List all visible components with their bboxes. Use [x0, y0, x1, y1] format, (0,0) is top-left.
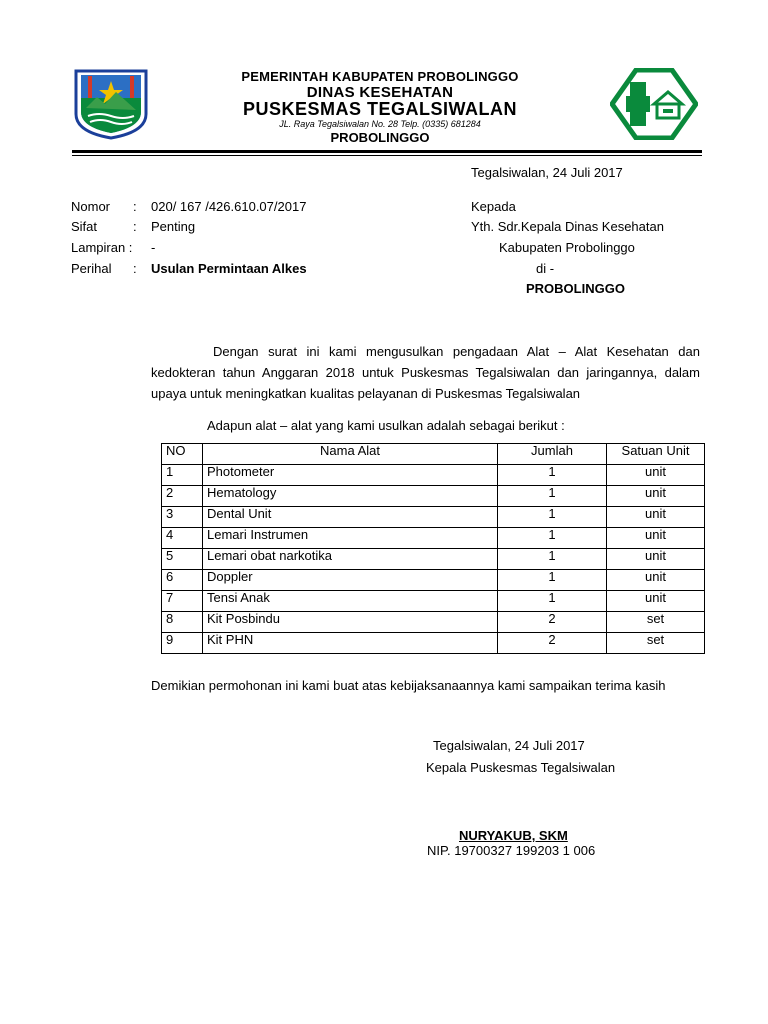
signature-date: Tegalsiwalan, 24 Juli 2017 — [433, 738, 585, 753]
sifat-colon: : — [133, 219, 137, 234]
table-row — [162, 570, 705, 591]
cell-satuan: set — [607, 633, 705, 654]
table-row — [162, 612, 705, 633]
recipient-di: di - — [536, 261, 555, 276]
cell-nama: Lemari obat narkotika — [203, 549, 498, 570]
header-nama-alat: Nama Alat — [203, 444, 498, 465]
letter-date: Tegalsiwalan, 24 Juli 2017 — [471, 165, 623, 180]
nomor-value: 020/ 167 /426.610.07/2017 — [151, 199, 307, 214]
cell-nama: Photometer — [203, 465, 498, 486]
cell-jumlah: 1 — [498, 549, 607, 570]
kop-puskesmas: PUSKESMAS TEGALSIWALAN — [242, 99, 517, 119]
table-row — [162, 465, 705, 486]
kop-divider-thick — [72, 150, 702, 153]
cell-satuan: unit — [607, 486, 705, 507]
signature-name: NURYAKUB, SKM — [459, 828, 568, 843]
perihal-label: Perihal — [71, 261, 112, 276]
nomor-colon: : — [133, 199, 137, 214]
cell-nama: Hematology — [203, 486, 498, 507]
cell-satuan: unit — [607, 591, 705, 612]
cell-satuan: unit — [607, 507, 705, 528]
recipient-kota: PROBOLINGGO — [526, 281, 625, 296]
cell-no: 2 — [162, 486, 203, 507]
kabupaten-logo — [72, 68, 150, 140]
nomor-label: Nomor — [71, 199, 111, 214]
kop-dinas: DINAS KESEHATAN — [306, 84, 454, 101]
cell-no: 9 — [162, 633, 203, 654]
cell-satuan: unit — [607, 465, 705, 486]
kop-kota: PROBOLINGGO — [330, 130, 430, 145]
cell-satuan: unit — [607, 549, 705, 570]
table-row — [162, 507, 705, 528]
cell-jumlah: 1 — [498, 486, 607, 507]
puskesmas-logo — [610, 68, 698, 140]
body-paragraph-2: Adapun alat – alat yang kami usulkan adalah sebagai berikut : — [207, 418, 565, 433]
cell-jumlah: 1 — [498, 465, 607, 486]
signature-title: Kepala Puskesmas Tegalsiwalan — [426, 760, 616, 775]
cell-no: 8 — [162, 612, 203, 633]
sifat-label: Sifat — [71, 219, 98, 234]
cell-jumlah: 2 — [498, 633, 607, 654]
body-paragraph-3: Demikian permohonan ini kami buat atas kebijaksanaannya kami sampaikan terima kasih — [151, 678, 666, 693]
cell-no: 3 — [162, 507, 203, 528]
cell-jumlah: 1 — [498, 570, 607, 591]
table-row — [162, 633, 705, 654]
cell-nama: Doppler — [203, 570, 498, 591]
cell-jumlah: 2 — [498, 612, 607, 633]
cell-jumlah: 1 — [498, 591, 607, 612]
kop-divider-thin — [72, 155, 702, 156]
header-jumlah: Jumlah — [498, 444, 607, 465]
cell-jumlah: 1 — [498, 507, 607, 528]
kop-pemerintah: PEMERINTAH KABUPATEN PROBOLINGGO — [241, 69, 519, 84]
cell-jumlah: 1 — [498, 528, 607, 549]
cell-no: 5 — [162, 549, 203, 570]
header-no: NO — [162, 444, 203, 465]
table-header-row — [162, 444, 705, 465]
cell-no: 7 — [162, 591, 203, 612]
table-row — [162, 549, 705, 570]
table-row — [162, 528, 705, 549]
lampiran-label: Lampiran : — [71, 240, 133, 255]
kepada-label: Kepada — [471, 199, 516, 214]
cell-nama: Dental Unit — [203, 507, 498, 528]
cell-no: 6 — [162, 570, 203, 591]
perihal-value: Usulan Permintaan Alkes — [151, 261, 307, 276]
signature-nip: NIP. 19700327 199203 1 006 — [427, 843, 596, 858]
table-row — [162, 486, 705, 507]
cell-satuan: unit — [607, 528, 705, 549]
cell-nama: Kit PHN — [203, 633, 498, 654]
cell-no: 1 — [162, 465, 203, 486]
cell-nama: Tensi Anak — [203, 591, 498, 612]
sifat-value: Penting — [151, 219, 196, 234]
cell-nama: Lemari Instrumen — [203, 528, 498, 549]
kop-alamat: JL. Raya Tegalsiwalan No. 28 Telp. (0335) 681284 — [279, 119, 481, 129]
cell-no: 4 — [162, 528, 203, 549]
lampiran-value: - — [151, 240, 156, 255]
recipient-kabupaten: Kabupaten Probolinggo — [499, 240, 635, 255]
perihal-colon: : — [133, 261, 137, 276]
table-row — [162, 591, 705, 612]
body-paragraph-1: Dengan surat ini kami mengusulkan pengadaan Alat – Alat Kesehatan dan kedokteran tahun Anggaran 2018 untuk Puskesmas Tegalsiwalan dan jaringannya, dalam upaya untuk meningkatkan kualitas pelayanan di Puskesmas Tegalsiwalan — [151, 344, 700, 401]
yth-recipient: Yth. Sdr.Kepala Dinas Kesehatan — [471, 219, 664, 234]
cell-satuan: unit — [607, 570, 705, 591]
alkes-table — [161, 443, 705, 654]
cell-nama: Kit Posbindu — [203, 612, 498, 633]
cell-satuan: set — [607, 612, 705, 633]
header-satuan-unit: Satuan Unit — [607, 444, 705, 465]
